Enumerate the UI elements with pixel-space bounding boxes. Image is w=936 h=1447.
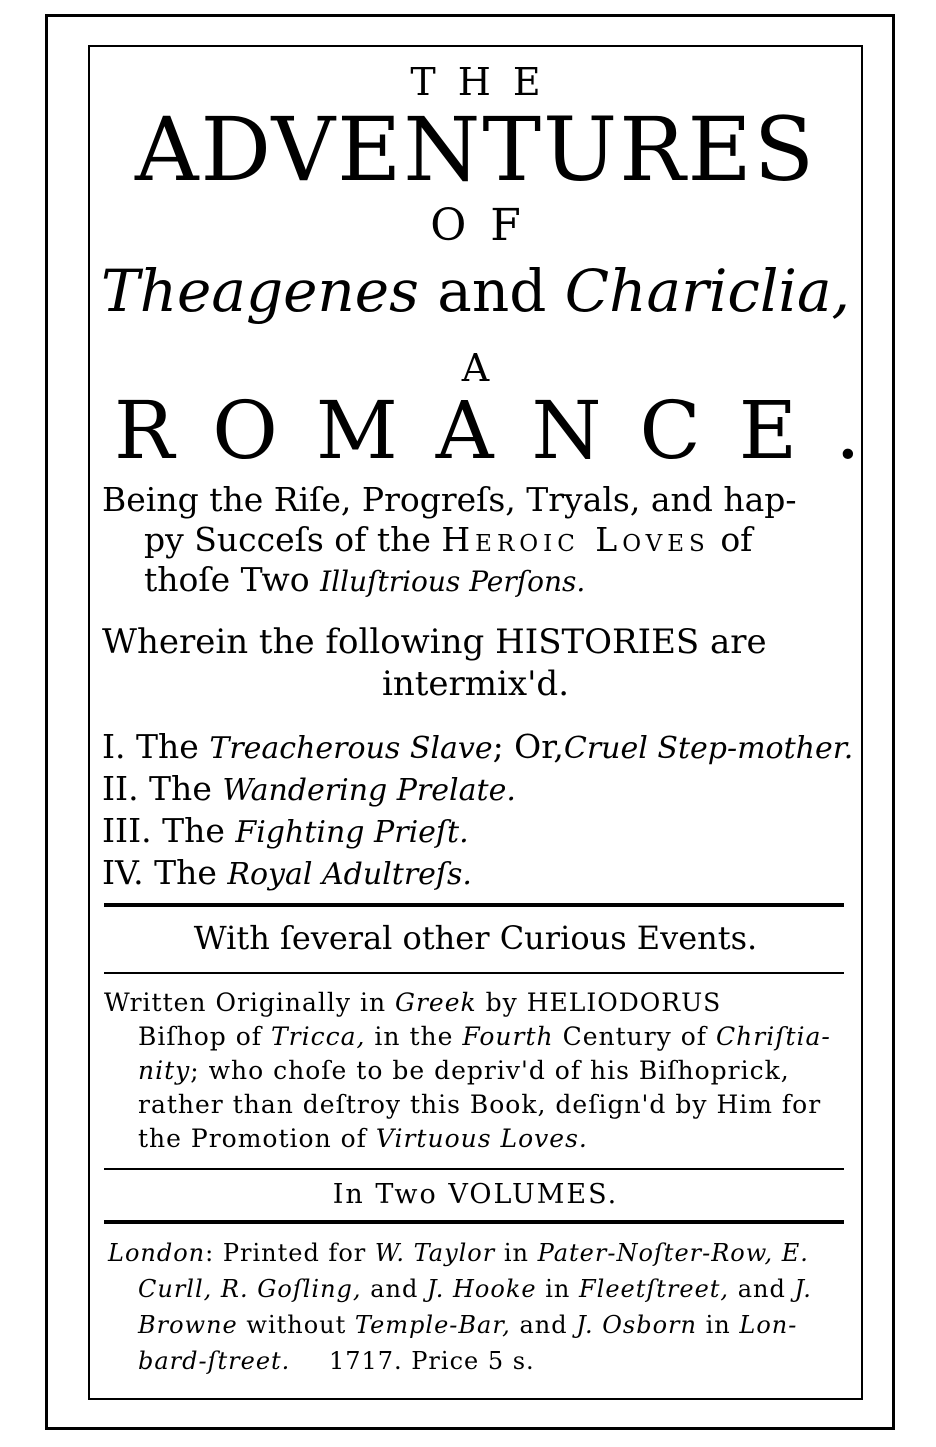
wherein-line-1: Wherein the following HISTORIES are <box>102 622 767 662</box>
imprint-london: London <box>108 1239 206 1267</box>
written-line-2 <box>138 1020 831 1054</box>
volumes-line: In Two VOLUMES. <box>332 1179 619 1210</box>
history-num: I. The <box>102 727 199 766</box>
written-text: ; who choſe to be depriv'd of his Biſhoprick, <box>190 1056 790 1085</box>
imprint-temple-bar: Temple-Bar, <box>354 1311 511 1339</box>
history-num: III. The <box>102 811 225 850</box>
written-line-4: rather than deſtroy this Book, deſign'd by Him for <box>138 1090 822 1119</box>
history-item-4 <box>102 852 472 896</box>
written-virtuous-loves: Virtuous Loves. <box>375 1124 588 1153</box>
imprint-line-2 <box>138 1272 812 1306</box>
written-greek: Greek <box>395 988 477 1017</box>
curious-events-line: With ſeveral other Curious Events. <box>193 919 758 957</box>
written-author: by HELIODORUS <box>485 988 722 1017</box>
title-names <box>88 256 863 326</box>
history-item-2 <box>102 768 516 812</box>
subtitle-line-1: Being the Riſe, Progreſs, Tryals, and hap- <box>102 480 797 519</box>
imprint-text: in <box>705 1311 731 1339</box>
written-line-3 <box>138 1054 790 1088</box>
imprint-lon: Lon- <box>739 1311 798 1339</box>
written-nity: nity <box>138 1056 191 1085</box>
imprint-hooke: J. Hooke <box>426 1275 537 1303</box>
written-text: Biſhop of <box>138 1022 263 1051</box>
written-text: the Promotion of <box>138 1124 367 1153</box>
name-chariclia: Chariclia, <box>564 257 850 325</box>
written-text: Century of <box>562 1022 708 1051</box>
imprint-pater-noster: Pater-Noſter-Row, E. <box>537 1239 809 1267</box>
imprint-curll-gosling: Curll, R. Goſling, <box>138 1275 362 1303</box>
title-romance: ROMANCE. <box>114 384 899 477</box>
history-title: Royal Adultreſs. <box>227 857 472 892</box>
imprint-text: and <box>370 1275 419 1303</box>
history-item-1 <box>102 726 853 770</box>
written-text: Written Originally in <box>104 988 387 1017</box>
history-alt-title: Cruel Step-mother. <box>563 731 854 766</box>
subtitle-heroic-loves: Heroic Loves <box>441 520 710 559</box>
title-a: A <box>461 346 490 390</box>
imprint-line-3 <box>138 1308 797 1342</box>
imprint-fleetstreet: Fleetſtreet, <box>578 1275 730 1303</box>
imprint-text: in <box>545 1275 571 1303</box>
imprint-j: J. <box>794 1275 812 1303</box>
written-fourth: Fourth <box>462 1022 554 1051</box>
name-theagenes: Theagenes <box>101 257 419 325</box>
written-line-1 <box>104 986 721 1020</box>
divider-rule <box>104 903 844 907</box>
imprint-text: without <box>246 1311 347 1339</box>
imprint-text: and <box>737 1275 786 1303</box>
history-title: Fighting Prieſt. <box>235 815 469 850</box>
subtitle-those-two: thoſe Two <box>144 560 310 599</box>
imprint-bard-street: bard-ſtreet. <box>138 1347 291 1375</box>
subtitle-line-2 <box>144 520 752 560</box>
name-and: and <box>437 257 547 325</box>
written-line-5 <box>138 1122 588 1156</box>
written-tricca: Tricca, <box>270 1022 366 1051</box>
title-adventures: ADVENTURES <box>135 98 816 201</box>
subtitle-illustrious: Illuſtrious Perſons. <box>320 565 586 598</box>
history-num: IV. The <box>102 853 217 892</box>
divider-rule <box>104 1220 844 1224</box>
imprint-line-1 <box>108 1236 809 1270</box>
wherein-line-2: intermix'd. <box>381 664 570 704</box>
written-christianity: Chriſtia- <box>716 1022 831 1051</box>
subtitle-line-3 <box>144 560 585 602</box>
history-title: Wandering Prelate. <box>222 773 516 808</box>
history-or: ; Or, <box>492 727 564 766</box>
imprint-date-price: 1717. Price 5 s. <box>328 1347 535 1375</box>
divider-rule <box>104 972 844 974</box>
imprint-line-4 <box>138 1344 535 1378</box>
written-text: in the <box>374 1022 454 1051</box>
imprint-text: : Printed for <box>205 1239 367 1267</box>
history-title: Treacherous Slave <box>209 731 493 766</box>
imprint-text: in <box>503 1239 530 1267</box>
imprint-taylor: W. Taylor <box>374 1239 496 1267</box>
subtitle-of: of <box>720 520 753 559</box>
title-of: OF <box>430 200 545 251</box>
title-the: THE <box>410 60 563 104</box>
imprint-text: and <box>519 1311 568 1339</box>
divider-rule <box>104 1168 844 1170</box>
imprint-osborn: J. Osborn <box>576 1311 697 1339</box>
history-num: II. The <box>102 769 212 808</box>
imprint-browne: Browne <box>138 1311 238 1339</box>
history-item-3 <box>102 810 469 854</box>
subtitle-text: py Succeſs of the <box>144 520 431 559</box>
